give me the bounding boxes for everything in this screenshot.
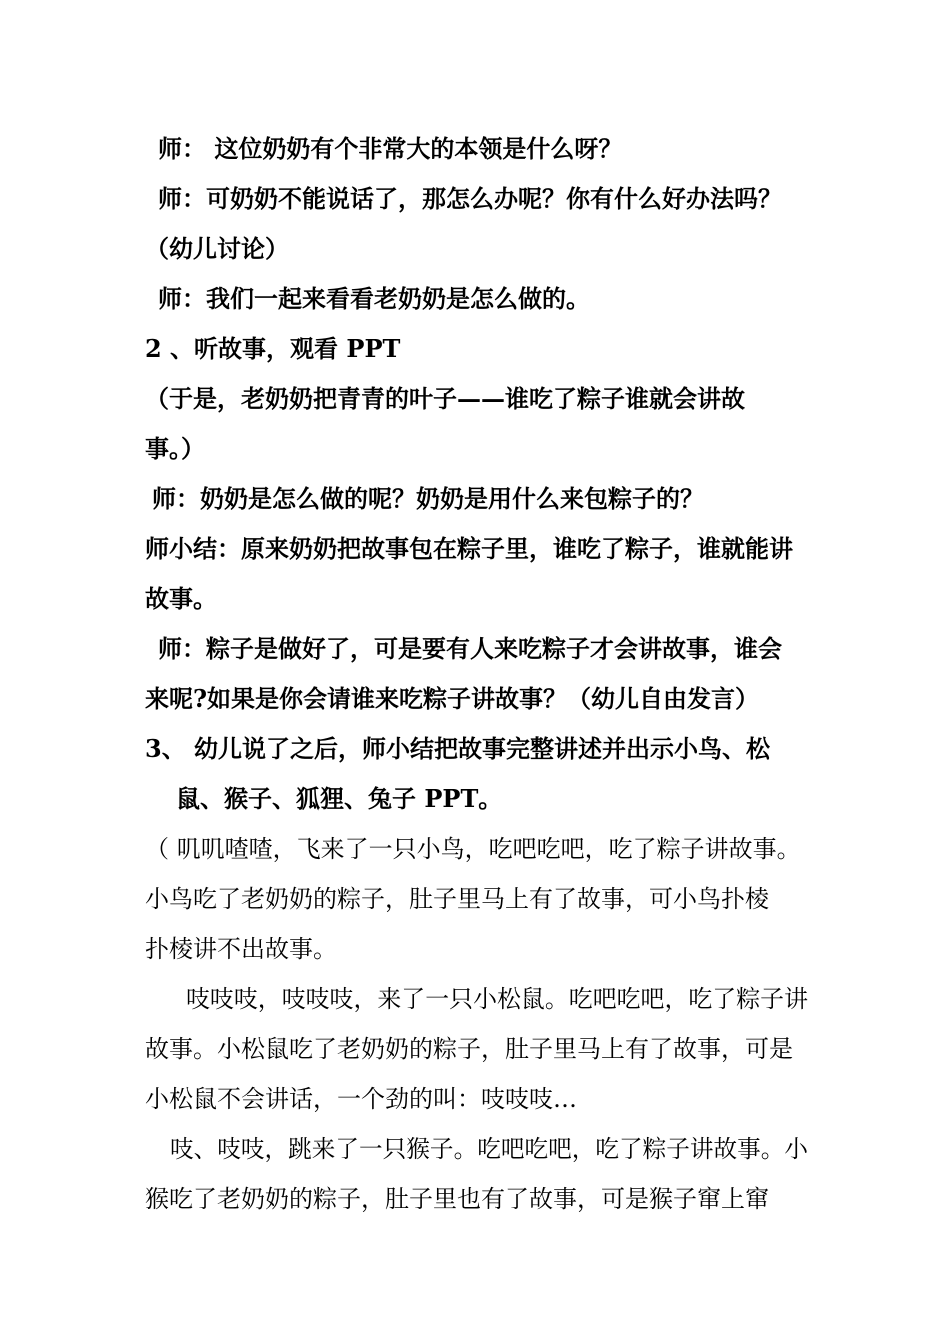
text-line: 扑棱讲不出故事。 xyxy=(145,935,337,963)
text-line: 师：我们一起来看看老奶奶是怎么做的。 xyxy=(158,284,590,313)
text-line: 师：可奶奶不能说话了，那怎么办呢？你有什么好办法吗？ xyxy=(158,184,782,213)
section-heading: 2 、听故事，观看 PPT xyxy=(145,334,401,363)
text-line: 鼠、猴子、狐狸、兔子 PPT。 xyxy=(176,784,503,813)
text-line: 吱吱吱，吱吱吱，来了一只小松鼠。吃吧吃吧，吃了粽子讲 xyxy=(186,985,809,1013)
text-line: 师： 这位奶奶有个非常大的本领是什么呀？ xyxy=(158,134,623,163)
text-line: 小松鼠不会讲话，一个劲的叫：吱吱吱… xyxy=(145,1085,577,1113)
text-line: 故事。 xyxy=(145,584,217,613)
text-line: （幼儿讨论） xyxy=(145,234,289,263)
text-line: 故事。小松鼠吃了老奶奶的粽子，肚子里马上有了故事，可是 xyxy=(145,1035,793,1063)
text-line: 吱、吱吱，跳来了一只猴子。吃吧吃吧，吃了粽子讲故事。小 xyxy=(170,1135,809,1163)
text-line: 事。） xyxy=(145,434,205,463)
text-line: 师：奶奶是怎么做的呢？奶奶是用什么来包粽子的？ xyxy=(152,484,704,513)
text-line: （于是，老奶奶把青青的叶子——谁吃了粽子谁就会讲故 xyxy=(145,384,745,413)
text-line: 小鸟吃了老奶奶的粽子，肚子里马上有了故事，可小鸟扑棱 xyxy=(145,885,769,913)
section-heading: 3、 幼儿说了之后，师小结把故事完整讲述并出示小鸟、松 xyxy=(145,734,771,763)
text-line: 师：粽子是做好了，可是要有人来吃粽子才会讲故事，谁会 xyxy=(158,634,782,663)
text-line: 师小结：原来奶奶把故事包在粽子里，谁吃了粽子，谁就能讲 xyxy=(145,534,793,563)
text-line: 猴吃了老奶奶的粽子，肚子里也有了故事，可是猴子窜上窜 xyxy=(145,1185,769,1213)
text-line: （ 叽叽喳喳，飞来了一只小鸟，吃吧吃吧，吃了粽子讲故事。 xyxy=(145,835,801,863)
text-line: 来呢?如果是你会请谁来吃粽子讲故事？（幼儿自由发言） xyxy=(145,684,760,713)
